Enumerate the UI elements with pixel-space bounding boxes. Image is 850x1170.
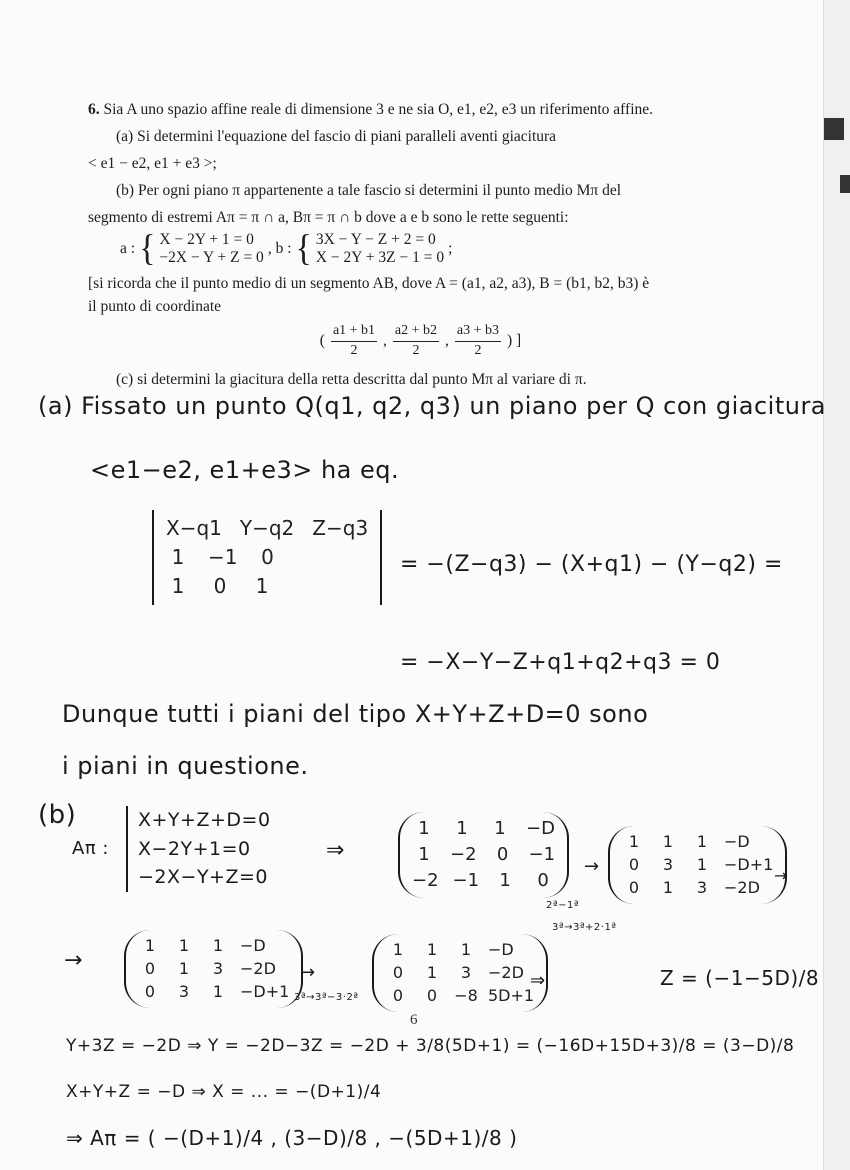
b-system: X+Y+Z+D=0 X−2Y+1=0 −2X−Y+Z=0 bbox=[126, 806, 271, 892]
matrix-3: 1 1 1 −D 0 1 3 −2D 0 3 1 −D+1 bbox=[124, 930, 303, 1008]
problem-text bbox=[88, 100, 753, 397]
matrix-4: 1 1 1 −D 0 1 3 −2D 0 0 −8 5D+1 bbox=[372, 934, 548, 1012]
determinant: X−q1 Y−q2 Z−q3 1 −1 0 1 0 1 bbox=[152, 510, 382, 605]
det-result-2: = −X−Y−Z+q1+q2+q3 = 0 bbox=[400, 650, 721, 675]
part-c: (c) si determini la giacitura della retta descritta dal punto Mπ al variare di π. bbox=[116, 371, 587, 389]
fraction: $\frac{a3 + b3}{2}$ bbox=[456, 322, 500, 358]
hand-a-line2: <e1−e2, e1+e3> ha eq. bbox=[90, 456, 400, 484]
scan-mark bbox=[840, 175, 850, 193]
scan-mark bbox=[824, 118, 844, 140]
matrix-1: 1 1 1 −D 1 −2 0 −1 −2 −1 1 0 bbox=[398, 812, 569, 898]
part-b-line2: segmento di estremi Aπ = π ∩ a, Bπ = π ∩ b dove a e b sono le rette seguenti: bbox=[88, 208, 569, 226]
note-line1: [si ricorda che il punto medio di un segmento AB, dove A = (a1, a2, a3), B = (b1, b2, b3) è bbox=[88, 274, 650, 292]
fraction: $\frac{a1 + b1}{2}$ bbox=[332, 322, 376, 358]
problem-number: 6. bbox=[88, 101, 100, 118]
hand-b-label: (b) bbox=[38, 800, 77, 830]
row-op-1: 2ª−1ª bbox=[546, 900, 580, 911]
lines-system: a : { X − 2Y + 1 = 0 −2X − Y + Z = 0 , b : { 3X − Y − Z + 2 = 0 X − 2Y + 3Z − 1 = 0 ; bbox=[120, 228, 453, 270]
line-b-eq1: 3X − Y − Z + 2 = 0 bbox=[315, 230, 436, 248]
note-line2: il punto di coordinate bbox=[88, 297, 222, 315]
line-a-eq2: −2X − Y + Z = 0 bbox=[159, 249, 264, 267]
a-pi-result: ⇒ Aπ = ( −(D+1)/4 , (3−D)/8 , −(5D+1)/8 ) bbox=[66, 1126, 518, 1150]
det-result: = −(Z−q3) − (X+q1) − (Y−q2) = bbox=[400, 552, 783, 577]
implies-arrow: ⇒ bbox=[326, 838, 345, 863]
page-number: 6 bbox=[410, 1012, 418, 1028]
hand-a-line1: (a) Fissato un punto Q(q1, q2, q3) un piano per Q con giacitura bbox=[38, 392, 827, 420]
problem-intro: Sia A uno spazio affine reale di dimensione 3 e ne sia O, e1, e2, e3 un riferimento affine. bbox=[103, 101, 654, 118]
line-b-eq2: X − 2Y + 3Z − 1 = 0 bbox=[315, 249, 445, 267]
row-op-3: 3ª→3ª−3·2ª bbox=[294, 992, 359, 1003]
midpoint-formula: ( $\frac{a1 + b1}{2}$ , $\frac{a2 + b2}{2}$ , $\frac{a3 + b3}{2}$ ) ] bbox=[88, 322, 753, 361]
part-b-line1: (b) Per ogni piano π appartenente a tale fascio si determini il punto medio Mπ del bbox=[116, 181, 622, 199]
line-a-eq1: X − 2Y + 1 = 0 bbox=[159, 230, 254, 248]
conclusion-line1: Dunque tutti i piani del tipo X+Y+Z+D=0 sono bbox=[62, 700, 649, 728]
part-a: (a) Si determini l'equazione del fascio di piani paralleli aventi giacitura bbox=[116, 127, 557, 145]
scanned-page: 6. Sia A uno spazio affine reale di dimensione 3 e ne sia O, e1, e2, e3 un riferimento affine. (a) Si determini l'equazione del fascio di piani paralleli aventi giacitura < e1 − e2, e1 + e3 >; (b) Per ogni piano π appartenente a tale fascio si determini il punto medio Mπ del segmento di estremi Aπ = π ∩ a, Bπ = π ∩ b dove a e b sono le rette seguenti: a : { X − 2Y + 1 = 0 −2X − Y + Z = 0 , b : { 3X − Y − Z + 2 = 0 X − 2Y + 3Z − 1 = 0 ; [si ricorda che il punto medio di un segmento AB, dove A = (a1, a2, a3), B = (b1, b2, b3) è il punto di coordinate ( $\frac{a1 + b1}{2}$ , $\frac{a2 + b2}{2}$ , $\frac{a3 + b3}{2}$ ) ] (c) si determini la giacitura della retta descritta dal punto Mπ al variare di π. (a) Fissato un punto Q(q1, q2, q3) un piano per Q con giacitura <e1−e2, e1+e3> ha eq. X−q1 Y−q2 Z−q3 1 −1 0 1 0 1 = −(Z−q3) − (X+q1) − (Y−q2) = = −X−Y−Z+q1+q2+q3 = 0 Dunque tutti i piani del tipo X+Y+Z+D=0 sono i piani in questione. (b) Aπ : X+Y+Z+D=0 X−2Y+1=0 −2X−Y+Z=0 ⇒ 1 1 1 −D 1 −2 0 −1 −2 −1 1 0 → 1 1 1 −D 0 3 1 −D+1 0 1 3 −2D → 2ª−1ª 3ª→3ª+2·1ª → 1 1 1 −D 0 1 3 −2D 0 3 1 −D+1 → 3ª→3ª−3·2ª 1 1 1 −D 0 1 3 −2D 0 0 −8 5D+1 ⇒ Z = (−1−5D)/8 6 Y+3Z = −2D ⇒ Y = −2D−3Z = −2D + 3/8(5D+1) = (−16D+15D+3)/8 = (3−D)/8 X+Y+Z = −D ⇒ X = ... = −(D+1)/4 ⇒ Aπ = ( −(D+1)/4 , (3−D)/8 , −(5D+1)/8 ) bbox=[0, 0, 850, 1170]
y-solution: Y+3Z = −2D ⇒ Y = −2D−3Z = −2D + 3/8(5D+1) = (−16D+15D+3)/8 = (3−D)/8 bbox=[66, 1036, 795, 1056]
fraction: $\frac{a2 + b2}{2}$ bbox=[394, 322, 438, 358]
z-solution: Z = (−1−5D)/8 bbox=[660, 966, 820, 990]
conclusion-line2: i piani in questione. bbox=[62, 752, 309, 780]
a-pi-label: Aπ : bbox=[72, 838, 109, 859]
part-a-span: < e1 − e2, e1 + e3 >; bbox=[88, 154, 217, 172]
line-a-label: a : bbox=[120, 239, 136, 257]
row-op-2: 3ª→3ª+2·1ª bbox=[552, 922, 617, 933]
line-b-label: , b : bbox=[267, 239, 292, 257]
matrix-2: 1 1 1 −D 0 3 1 −D+1 0 1 3 −2D bbox=[608, 826, 787, 904]
x-solution: X+Y+Z = −D ⇒ X = ... = −(D+1)/4 bbox=[66, 1082, 382, 1102]
